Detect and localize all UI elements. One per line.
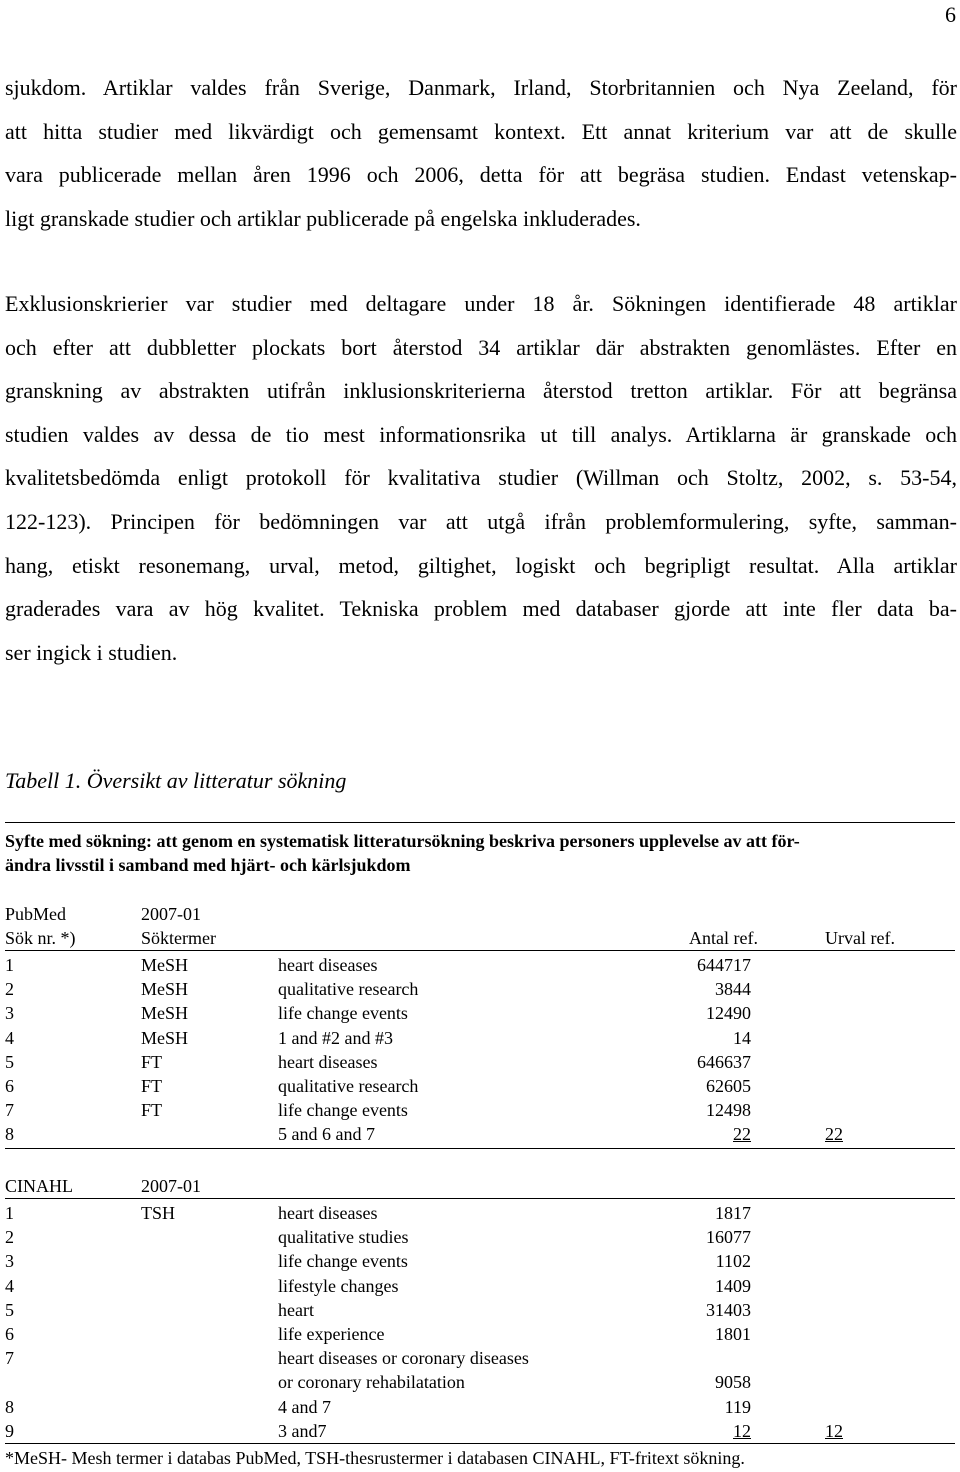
cell-antal-ref: 22 — [733, 1124, 751, 1145]
cell-search-nr: 6 — [5, 1324, 14, 1344]
cinahl-header-rule — [5, 1198, 955, 1199]
table-header-row — [0, 926, 960, 950]
text-line: och efter att dubbletter plockats bort återstod 34 artiklar där abstrakten genomlästes. Efter en — [5, 334, 957, 360]
cell-term-type: FT — [141, 1100, 163, 1121]
cell-antal-ref: 119 — [724, 1396, 751, 1417]
db-date: 2007-01 — [141, 1176, 201, 1196]
table-row — [0, 977, 960, 1001]
cell-antal-ref: 9058 — [715, 1372, 751, 1393]
table-row — [0, 1074, 960, 1098]
cell-term-type: MeSH — [141, 1003, 189, 1024]
cell-search-nr: 9 — [5, 1420, 14, 1441]
cell-search-nr: 6 — [5, 1076, 14, 1096]
purpose-line: Syfte med sökning: att genom en systematisk litteratursökning beskriva personers upplevelse av att för- — [5, 831, 800, 851]
cell-antal-ref: 31403 — [706, 1299, 751, 1320]
cell-search-term: life change events — [278, 1003, 408, 1024]
cell-antal-ref: 14 — [733, 1027, 751, 1048]
table-row — [0, 1050, 960, 1074]
pubmed-db-row — [0, 902, 960, 926]
text-line: vara publicerade mellan åren 1996 och 2006, detta för att begräsa studien. Endast vetenskap- — [5, 162, 957, 188]
header-nr: Sök nr. *) — [5, 928, 76, 948]
search-purpose — [5, 822, 955, 877]
cell-search-nr: 7 — [5, 1100, 14, 1121]
table-row — [0, 1346, 960, 1370]
cell-search-term: qualitative studies — [278, 1227, 409, 1248]
cell-antal-ref: 12498 — [706, 1100, 751, 1121]
text-line: 122-123). Principen för bedömningen var att utgå ifrån problemformulering, syfte, samman- — [5, 508, 957, 534]
header-rule — [5, 950, 955, 951]
cell-search-term: heart diseases — [278, 1203, 378, 1223]
cell-search-term: heart diseases — [278, 955, 378, 975]
cell-search-nr: 1 — [5, 955, 14, 975]
cell-search-term: 1 and #2 and #3 — [278, 1027, 393, 1048]
table-caption: Tabell 1. Översikt av litteratur sökning — [5, 768, 347, 793]
header-terms: Söktermer — [141, 928, 216, 948]
cell-search-nr: 2 — [5, 1227, 14, 1248]
table-row — [0, 1098, 960, 1122]
db-name: PubMed — [5, 904, 67, 924]
table-row — [0, 1225, 960, 1249]
cell-antal-ref: 646637 — [697, 1051, 751, 1072]
paragraph-inclusion — [5, 66, 957, 240]
paragraph-exclusion — [5, 282, 957, 674]
table-row — [0, 1001, 960, 1025]
table-row — [0, 1249, 960, 1273]
cell-search-term: qualitative research — [278, 979, 419, 1000]
cell-antal-ref: 1801 — [715, 1324, 751, 1344]
cell-search-nr: 1 — [5, 1203, 14, 1223]
cell-search-nr: 4 — [5, 1275, 14, 1296]
text-line: hang, etiskt resonemang, urval, metod, giltighet, logiskt och begripligt resultat. Alla artiklar — [5, 552, 957, 578]
cell-search-nr: 7 — [5, 1348, 14, 1369]
table-row — [0, 1370, 960, 1394]
header-antal: Antal ref. — [689, 928, 758, 948]
cell-search-term: life experience — [278, 1324, 385, 1344]
table-row — [0, 1395, 960, 1419]
text-line: kvalitetsbedömda enligt protokoll för kvalitativa studier (Willman och Stoltz, 2002, s. 53-54, — [5, 465, 957, 491]
cell-search-nr: 5 — [5, 1051, 14, 1072]
cell-search-nr: 2 — [5, 979, 14, 1000]
cell-urval-ref: 12 — [825, 1420, 843, 1441]
page-number: 6 — [945, 2, 956, 27]
table-row — [0, 953, 960, 977]
cell-search-term: 5 and 6 and 7 — [278, 1124, 375, 1145]
text-line: sjukdom. Artiklar valdes från Sverige, Danmark, Irland, Storbritannien och Nya Zeeland, för — [5, 75, 957, 100]
cell-antal-ref: 12490 — [706, 1003, 751, 1024]
cell-search-term: heart diseases or coronary diseases — [278, 1348, 529, 1369]
cell-search-nr: 3 — [5, 1251, 14, 1272]
cell-antal-ref: 16077 — [706, 1227, 751, 1248]
cell-search-nr: 3 — [5, 1003, 14, 1024]
cinahl-db-row — [0, 1174, 960, 1198]
cell-search-term: lifestyle changes — [278, 1275, 399, 1296]
cell-term-type: FT — [141, 1051, 163, 1072]
text-line: att hitta studier med likvärdigt och gemensamt kontext. Ett annat kriterium var att de skulle — [5, 118, 957, 144]
cell-term-type: TSH — [141, 1203, 176, 1223]
cell-antal-ref: 1409 — [715, 1275, 751, 1296]
cell-antal-ref: 1817 — [715, 1203, 751, 1223]
cell-search-term: 3 and7 — [278, 1420, 327, 1441]
cinahl-rule — [5, 1443, 955, 1444]
cell-search-term: 4 and 7 — [278, 1396, 331, 1417]
table-row — [0, 1026, 960, 1050]
cell-search-term: life change events — [278, 1100, 408, 1121]
header-urval: Urval ref. — [825, 928, 895, 948]
text-line: ser ingick i studien. — [5, 639, 178, 665]
cell-term-type: FT — [141, 1076, 163, 1096]
text-line: granskning av abstrakten utifrån inklusionskriterierna återstod tretton artiklar. För att begränsa — [5, 378, 957, 404]
table-row — [0, 1274, 960, 1298]
cell-term-type: MeSH — [141, 955, 189, 975]
pubmed-rule — [5, 1148, 955, 1149]
cell-antal-ref: 3844 — [715, 979, 751, 1000]
cell-search-term: heart — [278, 1299, 314, 1320]
table-row — [0, 1419, 960, 1443]
text-line: studien valdes av dessa de tio mest informationsrika ut till analys. Artiklarna är granskade och — [5, 421, 957, 447]
db-date: 2007-01 — [141, 904, 201, 924]
cell-search-term: or coronary rehabilatation — [278, 1372, 465, 1393]
cell-urval-ref: 22 — [825, 1124, 843, 1145]
db-name: CINAHL — [5, 1176, 73, 1196]
table-row — [0, 1322, 960, 1346]
cell-antal-ref: 1102 — [715, 1251, 751, 1272]
table-row — [0, 1122, 960, 1146]
cell-search-nr: 8 — [5, 1124, 14, 1145]
cell-term-type: MeSH — [141, 979, 189, 1000]
cell-search-term: qualitative research — [278, 1076, 419, 1096]
cell-antal-ref: 62605 — [706, 1076, 751, 1096]
text-line: Exklusionskrierier var studier med deltagare under 18 år. Sökningen identifierade 48 artiklar — [5, 291, 957, 316]
cell-search-nr: 5 — [5, 1299, 14, 1320]
cell-antal-ref: 644717 — [697, 955, 751, 975]
table-row — [0, 1201, 960, 1225]
cell-search-nr: 8 — [5, 1396, 14, 1417]
table-row — [0, 1298, 960, 1322]
cell-antal-ref: 12 — [733, 1420, 751, 1441]
text-line: graderades vara av hög kvalitet. Tekniska problem med databaser gjorde att inte fler data ba- — [5, 596, 957, 622]
text-line: ligt granskade studier och artiklar publicerade på engelska inkluderades. — [5, 205, 641, 231]
cell-term-type: MeSH — [141, 1027, 189, 1048]
cell-search-term: life change events — [278, 1251, 408, 1272]
table-footnote: *MeSH- Mesh termer i databas PubMed, TSH-thesrustermer i databasen CINAHL, FT-fritext sökning. — [5, 1448, 745, 1468]
purpose-line: ändra livsstil i samband med hjärt- och kärlsjukdom — [5, 855, 411, 875]
cell-search-nr: 4 — [5, 1027, 14, 1048]
cell-search-term: heart diseases — [278, 1051, 378, 1072]
